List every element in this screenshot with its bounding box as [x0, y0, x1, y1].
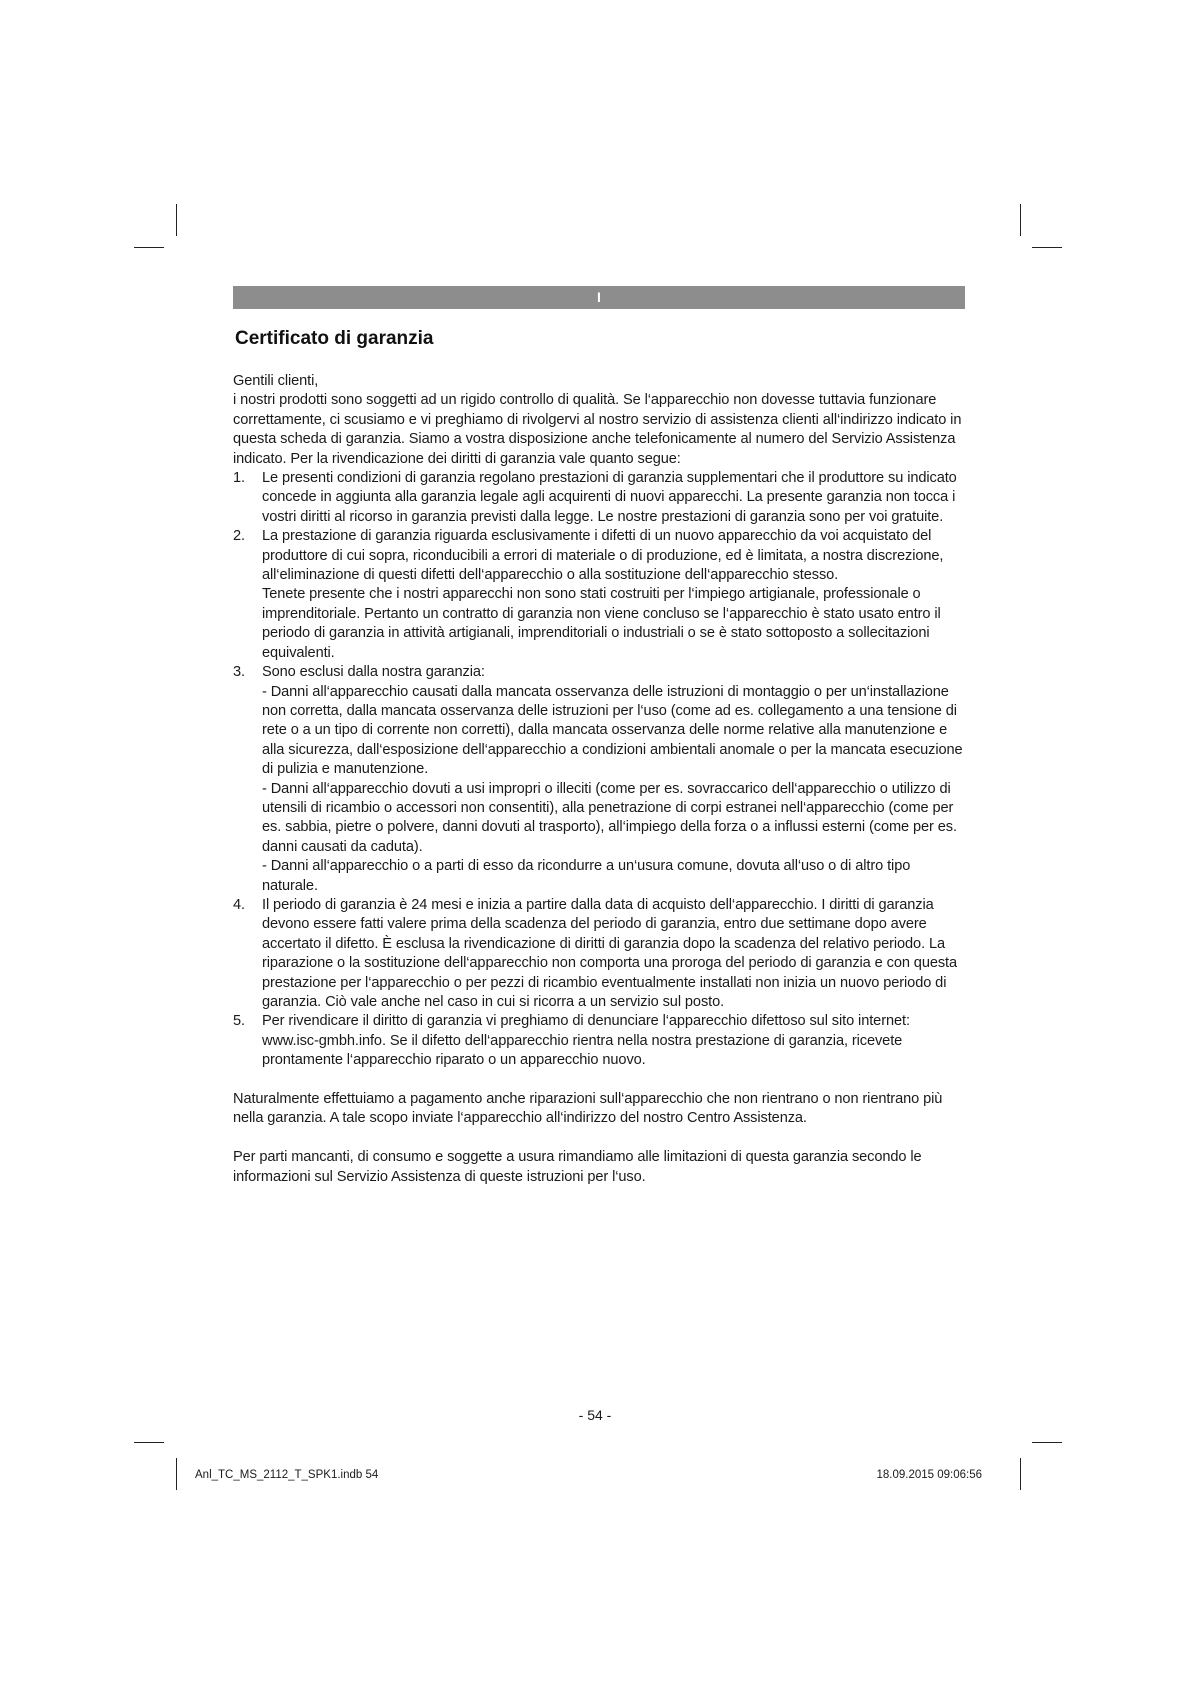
warranty-terms-list: [233, 469, 965, 1071]
warranty-body: [233, 372, 965, 1187]
term-paragraph: - Danni all‘apparecchio dovuti a usi impropri o illeciti (come per es. sovraccarico dell‘apparecchio o utilizzo di utensili di ricambio o accessori non consentiti), alla penetrazione di corpi estranei nell‘apparecchio (come per es. sabbia, pietre o polvere, danni dovuti al trasporto), all‘impiego della forza o a influssi esterni (come per es. danni causati da caduta).: [262, 780, 957, 855]
crop-mark-bottom-left-horizontal: [134, 1442, 164, 1443]
term-paragraph: - Danni all‘apparecchio o a parti di esso da ricondurre a un‘usura comune, dovuta all‘uso o di altro tipo naturale.: [262, 858, 911, 894]
print-slug-filename: Anl_TC_MS_2112_T_SPK1.indb 54: [195, 1469, 379, 1481]
page-title: Certificato di garanzia: [235, 328, 434, 349]
term-paragraph: La prestazione di garanzia riguarda esclusivamente i difetti di un nuovo apparecchio da voi acquistato del produttore di cui sopra, riconducibili a errori di materiale o di produzione, ed è limitata, a nostra discrezione, all‘eliminazione di questi difetti dell‘apparecchio o alla sostituzione dell‘apparecchio stesso.: [262, 528, 944, 584]
page-number: - 54 -: [578, 1407, 612, 1423]
closing-paragraph-parts: Per parti mancanti, di consumo e soggette a usura rimandiamo alle limitazioni di questa garanzia secondo le informazioni sul Servizio Assistenza di queste istruzioni per l‘uso.: [233, 1149, 922, 1185]
term-number: 5.: [233, 1013, 245, 1030]
warranty-term-item: [233, 896, 965, 1012]
term-number: 2.: [233, 528, 245, 545]
warranty-term-item: [233, 1012, 965, 1070]
term-paragraph: Il periodo di garanzia è 24 mesi e inizia a partire dalla data di acquisto dell‘apparecchio. I diritti di garanzia devono essere fatti valere prima della scadenza del periodo di garanzia, entro due settimane dopo avere accertato il difetto. È esclusa la rivendicazione di diritti di garanzia dopo la scadenza del relativo periodo. La riparazione o la sostituzione dell‘apparecchio non comporta una proroga del periodo di garanzia e con questa prestazione per l‘apparecchio o per pezzi di ricambio eventualmente installati non inizia un nuovo periodo di garanzia. Ciò vale anche nel caso in cui si ricorra a un servizio sul posto.: [262, 896, 958, 1010]
crop-mark-top-left-vertical: [176, 204, 177, 236]
crop-mark-top-right-horizontal: [1032, 247, 1062, 248]
warranty-term-item: [233, 663, 965, 896]
term-paragraph: Sono esclusi dalla nostra garanzia:: [262, 664, 485, 681]
crop-mark-bottom-right-vertical: [1020, 1458, 1021, 1490]
term-number: 1.: [233, 470, 245, 487]
term-paragraph: Tenete presente che i nostri apparecchi non sono stati costruiti per l‘impiego artigianale, professionale o imprenditoriale. Pertanto un contratto di garanzia non viene concluso se l‘apparecchio è stato usato entro il periodo di garanzia in attività artigianali, imprenditoriali o industriali o se è stato sottoposto a sollecitazioni equivalenti.: [262, 586, 941, 661]
print-slug-timestamp: 18.09.2015 09:06:56: [876, 1469, 982, 1481]
term-paragraph: - Danni all‘apparecchio causati dalla mancata osservanza delle istruzioni di montaggio o per un‘installazione non corretta, dalla mancata osservanza delle istruzioni per l‘uso (come ad es. collegamento a una tensione di rete o a un tipo di corrente non corretti), dalla mancata osservanza delle norme relative alla manutenzione e alla sicurezza, dall‘esposizione dell‘apparecchio a condizioni ambientali anomale o per la mancata esecuzione di pulizia e manutenzione.: [262, 683, 963, 778]
intro-paragraph: i nostri prodotti sono soggetti ad un rigido controllo di qualità. Se l‘apparecchio non dovesse tuttavia funzionare correttamente, ci scusiamo e vi preghiamo di rivolgervi al nostro servizio di assistenza clienti all‘indirizzo indicato in questa scheda di garanzia. Siamo a vostra disposizione anche telefonicamente al numero del Servizio Assistenza indicato. Per la rivendicazione dei diritti di garanzia vale quanto segue:: [233, 392, 962, 467]
term-number: 4.: [233, 896, 245, 913]
warranty-term-item: [233, 469, 965, 527]
language-tab-label: I: [597, 289, 601, 305]
crop-mark-bottom-left-vertical: [176, 1458, 177, 1490]
crop-mark-top-right-vertical: [1020, 204, 1021, 236]
closing-paragraph-repairs: Naturalmente effettuiamo a pagamento anche riparazioni sull‘apparecchio che non rientrano o non rientrano più nella garanzia. A tale scopo inviate l‘apparecchio all‘indirizzo del nostro Centro Assistenza.: [233, 1091, 943, 1127]
warranty-term-item: [233, 527, 965, 663]
crop-mark-bottom-right-horizontal: [1032, 1442, 1062, 1443]
language-tab-bar: [233, 286, 965, 309]
salutation: Gentili clienti,: [233, 373, 319, 389]
term-paragraph: Le presenti condizioni di garanzia regolano prestazioni di garanzia supplementari che il produttore su indicato concede in aggiunta alla garanzia legale agli acquirenti di nuovi apparecchi. La presente garanzia non tocca i vostri diritti al ricorso in garanzia previsti dalla legge. Le nostre prestazioni di garanzia sono per voi gratuite.: [262, 470, 957, 525]
term-paragraph: Per rivendicare il diritto di garanzia vi preghiamo di denunciare l‘apparecchio difettoso sul sito internet: www.isc-gmbh.info. Se il difetto dell‘apparecchio rientra nella nostra prestazione di garanzia, ricevete prontamente l‘apparecchio riparato o un apparecchio nuovo.: [262, 1013, 910, 1069]
term-number: 3.: [233, 664, 245, 681]
crop-mark-top-left-horizontal: [134, 247, 164, 248]
